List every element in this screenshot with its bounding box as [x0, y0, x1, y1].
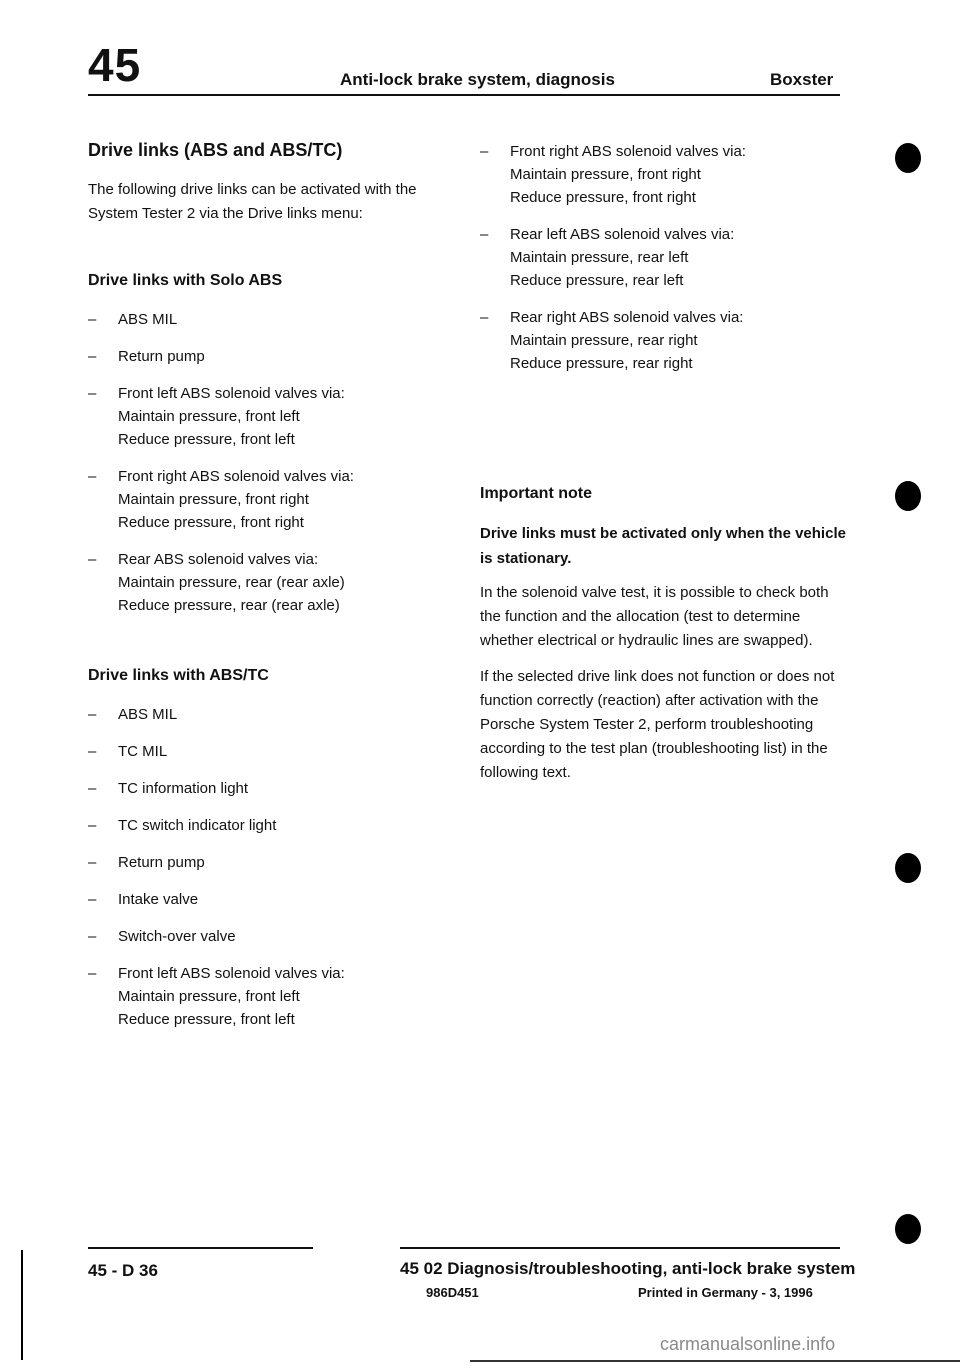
punch-hole — [895, 1214, 921, 1244]
list-item: – Return pump — [88, 853, 205, 871]
list-item: – Return pump — [88, 347, 205, 365]
list-item: – ABS MIL — [88, 310, 178, 328]
punch-hole — [895, 853, 921, 883]
abs-tc-heading: Drive links with ABS/TC — [88, 666, 269, 684]
right-column — [480, 140, 850, 785]
list-item: – Front right ABS solenoid valves via: Maintain pressure, front right Reduce pressure, front right — [88, 467, 354, 531]
header-title: Anti-lock brake system, diagnosis — [340, 70, 615, 89]
punch-hole — [895, 143, 921, 173]
solenoid-test-paragraph: In the solenoid valve test, it is possible to check both the function and the allocation (test to determine whether electrical or hydraulic lines are swapped). — [480, 584, 829, 649]
watermark: carmanualsonline.info — [660, 1334, 836, 1354]
header-model: Boxster — [770, 70, 834, 89]
punch-hole — [895, 481, 921, 511]
list-item: – Front right ABS solenoid valves via: Maintain pressure, front right Reduce pressure, front right — [480, 143, 746, 206]
solo-abs-list — [88, 308, 458, 617]
scan-margin-line — [21, 1250, 23, 1360]
list-item: – Switch-over valve — [88, 927, 236, 945]
list-item: – TC information light — [88, 779, 249, 797]
list-item: – TC MIL — [88, 742, 168, 760]
right-solenoid-list — [480, 140, 850, 375]
scan-bottom-line — [470, 1360, 960, 1362]
list-item: – Intake valve — [88, 890, 199, 908]
page-reference: 45 - D 36 — [88, 1261, 158, 1280]
section-title: Drive links (ABS and ABS/TC) — [88, 140, 343, 160]
header-rule — [88, 94, 840, 96]
list-item: – TC switch indicator light — [88, 816, 277, 834]
list-item: – ABS MIL — [88, 705, 178, 723]
intro-paragraph: The following drive links can be activated with the System Tester 2 via the Drive links menu: — [88, 180, 417, 222]
part-number: 986D451 — [426, 1285, 479, 1300]
left-column — [88, 140, 458, 1045]
list-item: – Front left ABS solenoid valves via: Maintain pressure, front left Reduce pressure, front left — [88, 384, 345, 448]
list-item: – Rear left ABS solenoid valves via: Maintain pressure, rear left Reduce pressure, rear left — [480, 226, 735, 289]
important-note-text: Drive links must be activated only when the vehicle is stationary. — [480, 525, 846, 567]
abs-tc-list — [88, 703, 458, 1031]
footer-rule — [400, 1247, 840, 1249]
printed-info: Printed in Germany - 3, 1996 — [638, 1285, 813, 1300]
chapter-number: 45 — [88, 39, 142, 91]
solo-abs-heading: Drive links with Solo ABS — [88, 271, 283, 289]
troubleshooting-paragraph: If the selected drive link does not function or does not function correctly (reaction) after activation with the Porsche System Tester 2, perform troubleshooting according to the test plan (troubleshooting list) in the following text. — [480, 668, 835, 781]
footer-rule — [88, 1247, 313, 1249]
list-item: – Rear ABS solenoid valves via: Maintain pressure, rear (rear axle) Reduce pressure, rear (rear axle) — [88, 550, 345, 614]
list-item: – Front left ABS solenoid valves via: Maintain pressure, front left Reduce pressure, front left — [88, 964, 345, 1028]
list-item: – Rear right ABS solenoid valves via: Maintain pressure, rear right Reduce pressure, rear right — [480, 309, 744, 372]
footer-section-title: 45 02 Diagnosis/troubleshooting, anti-lock brake system — [400, 1259, 856, 1278]
important-note-heading: Important note — [480, 485, 592, 502]
